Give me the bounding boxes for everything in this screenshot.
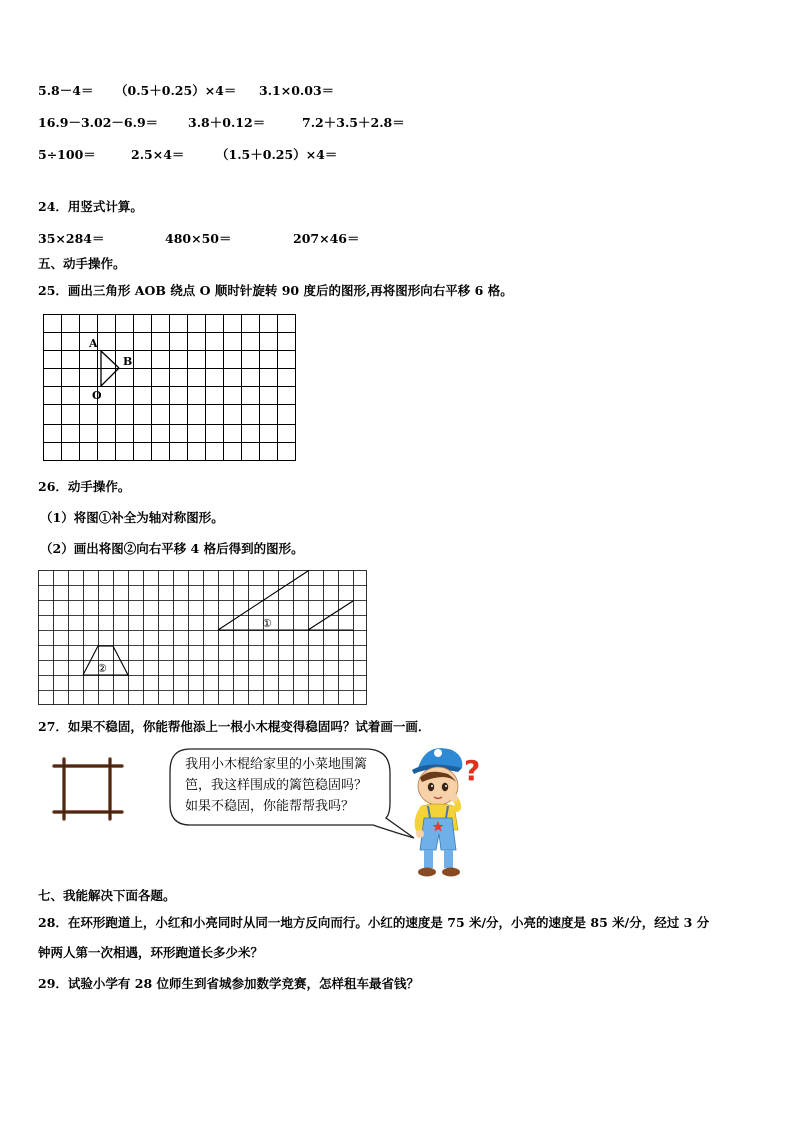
bubble-line-2: 笆，我这样围成的篱笆稳固吗？ bbox=[185, 778, 368, 793]
calc-3-3: （1.5＋0.25）×4＝ bbox=[216, 147, 338, 162]
calc-1-2: （0.5＋0.25）×4＝ bbox=[115, 83, 237, 98]
section-5-heading: 五、动手操作。 bbox=[38, 256, 126, 271]
cartoon-boy bbox=[408, 738, 492, 880]
figure-1-label: ① bbox=[262, 617, 272, 630]
q24-item-2: 480×50＝ bbox=[165, 231, 232, 246]
q28-line-2: 钟两人第一次相遇，环形跑道长多少米？ bbox=[38, 945, 264, 960]
label-o: O bbox=[92, 389, 102, 402]
calc-3-1: 5÷100＝ bbox=[38, 147, 96, 162]
label-a: A bbox=[89, 337, 98, 350]
question-mark-icon: ? bbox=[464, 754, 481, 787]
q24-title: 24．用竖式计算。 bbox=[38, 199, 143, 214]
q28-line-1: 28．在环形跑道上，小红和小亮同时从同一地方反向而行。小红的速度是 75 米/分，小亮的速度是 85 米/分，经过 3 分 bbox=[38, 915, 710, 930]
label-b: B bbox=[123, 355, 133, 368]
q24-item-1: 35×284＝ bbox=[38, 231, 105, 246]
q25-grid bbox=[43, 314, 297, 462]
calc-2-1: 16.9－3.02－6.9＝ bbox=[38, 115, 159, 130]
q26-sub1: （1）将图①补全为轴对称图形。 bbox=[40, 510, 224, 525]
calc-1-1: 5.8－4＝ bbox=[38, 83, 94, 98]
bubble-line-3: 如果不稳固，你能帮帮我吗？ bbox=[185, 799, 355, 814]
calc-2-2: 3.8＋0.12＝ bbox=[188, 115, 266, 130]
q25-title: 25．画出三角形 AOB 绕点 O 顺时针旋转 90 度后的图形,再将图形向右平移 6 格。 bbox=[38, 283, 513, 298]
q26-title: 26．动手操作。 bbox=[38, 479, 131, 494]
q24-item-3: 207×46＝ bbox=[293, 231, 360, 246]
calc-3-2: 2.5×4＝ bbox=[131, 147, 185, 162]
section-7-heading: 七、我能解决下面各题。 bbox=[38, 888, 176, 903]
q26-grid bbox=[38, 570, 368, 706]
bubble-line-1: 我用小木棍给家里的小菜地围篱 bbox=[185, 757, 368, 772]
figure-2-label: ② bbox=[97, 662, 107, 675]
q27-title: 27．如果不稳固，你能帮他添上一根小木棍变得稳固吗？试着画一画． bbox=[38, 719, 431, 734]
calc-2-3: 7.2＋3.5＋2.8＝ bbox=[302, 115, 405, 130]
q26-sub2: （2）画出将图②向右平移 4 格后得到的图形。 bbox=[40, 541, 304, 556]
calc-1-3: 3.1×0.03＝ bbox=[259, 83, 335, 98]
fence-square bbox=[50, 757, 126, 821]
q29-text: 29．试验小学有 28 位师生到省城参加数学竞赛，怎样租车最省钱？ bbox=[38, 976, 419, 991]
